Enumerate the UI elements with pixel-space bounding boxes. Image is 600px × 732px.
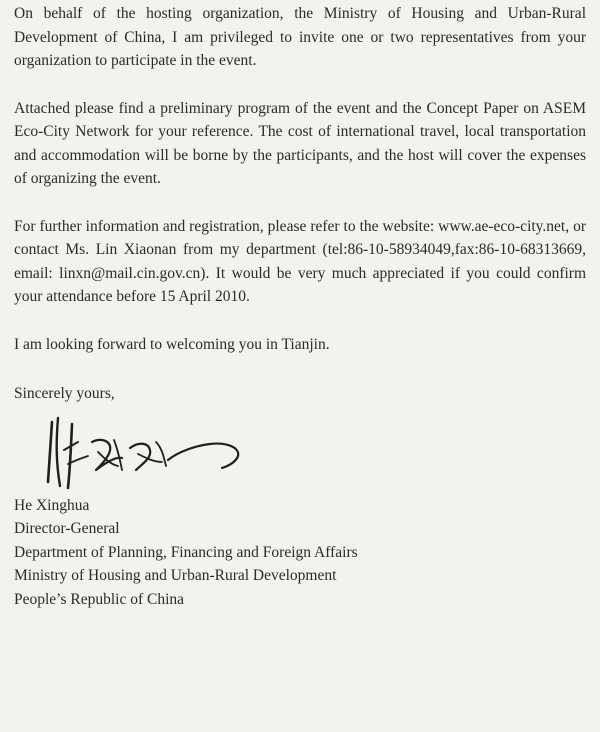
paragraph-program-costs: Attached please find a preliminary program of the event and the Concept Paper on ASEM Eco-City Network for your reference. The cost of international travel, local transportation and accommodation will be borne by the participants, and the host will cover the expenses of organizing the event. — [14, 99, 586, 187]
paragraph-looking-forward: I am looking forward to welcoming you in Tianjin. — [14, 335, 330, 353]
signatory-department: Department of Planning, Financing and Foreign Affairs — [14, 543, 358, 561]
paragraph-invitation: On behalf of the hosting organization, the Ministry of Housing and Urban-Rural Development of China, I am privileged to invite one or two representatives from your organization to participate in the event. — [14, 5, 586, 69]
paragraph-registration-contact: For further information and registration, please refer to the website: www.ae-eco-city.net, or contact Ms. Lin Xiaonan from my department (tel:86-10-58934049,fax:86-10-68313669, email: linxn@mail.cin.gov.cn). It would be very much appreciated if you could confirm your attendance before 15 April 2010. — [14, 217, 586, 305]
signatory-block — [14, 494, 586, 612]
signatory-country: People’s Republic of China — [14, 590, 185, 608]
signatory-title: Director-General — [14, 520, 120, 537]
handwritten-signature — [38, 412, 258, 492]
closing-salutation: Sincerely yours, — [14, 385, 115, 402]
signatory-ministry: Ministry of Housing and Urban-Rural Development — [14, 567, 337, 584]
signatory-name: He Xinghua — [14, 496, 90, 514]
